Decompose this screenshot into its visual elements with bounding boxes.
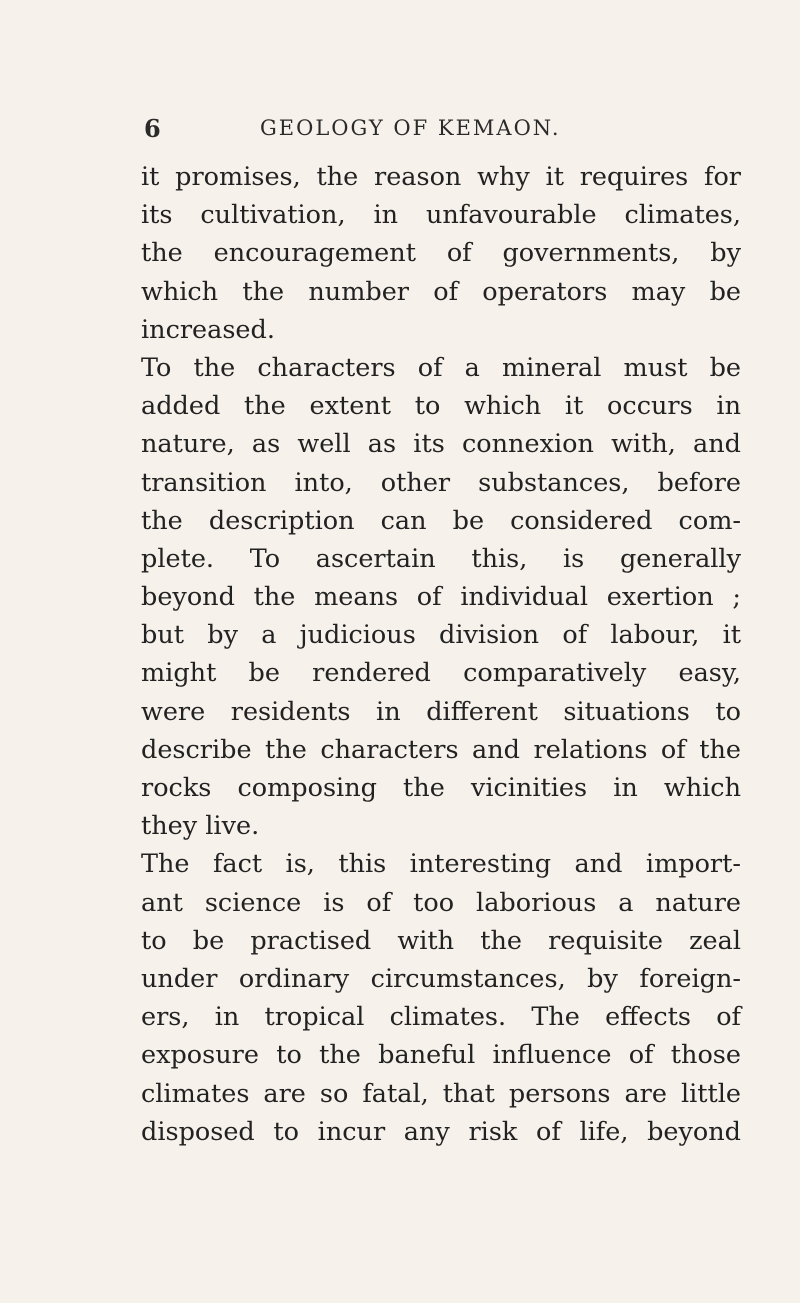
text-line: disposed to incur any risk of life, beyond xyxy=(141,1116,741,1147)
text-line: were residents in different situations to xyxy=(141,696,741,727)
body-text xyxy=(141,158,741,1151)
text-line: which the number of operators may be xyxy=(141,276,741,307)
page-number: 6 xyxy=(144,114,161,143)
text-line: plete. To ascertain this, is generally xyxy=(141,543,741,574)
text-line: to be practised with the requisite zeal xyxy=(141,925,741,956)
text-line: under ordinary circumstances, by foreign- xyxy=(141,963,741,994)
text-line: but by a judicious division of labour, it xyxy=(141,620,741,651)
text-line: the encouragement of governments, by xyxy=(141,238,741,269)
running-title: GEOLOGY OF KEMAON. xyxy=(260,116,561,140)
text-line: exposure to the baneful influence of those xyxy=(141,1040,741,1071)
text-line: The fact is, this interesting and import- xyxy=(141,849,741,880)
text-line: might be rendered comparatively easy, xyxy=(141,658,741,689)
text-line: it promises, the reason why it requires for xyxy=(141,162,741,192)
text-line: they live. xyxy=(141,811,260,842)
page-header xyxy=(144,114,764,150)
text-line: To the characters of a mineral must be xyxy=(141,352,741,383)
text-line: climates are so fatal, that persons are little xyxy=(141,1078,741,1109)
text-line: added the extent to which it occurs in xyxy=(141,391,741,422)
text-line: increased. xyxy=(141,314,275,345)
text-line: its cultivation, in unfavourable climates, xyxy=(141,200,741,231)
text-line: the description can be considered com- xyxy=(141,505,741,536)
text-line: describe the characters and relations of the xyxy=(141,734,741,765)
text-line: beyond the means of individual exertion ; xyxy=(141,582,741,613)
text-line: ant science is of too laborious a nature xyxy=(141,887,741,918)
text-line: nature, as well as its connexion with, and xyxy=(141,429,741,460)
text-line: rocks composing the vicinities in which xyxy=(141,773,741,803)
text-line: ers, in tropical climates. The effects of xyxy=(141,1002,741,1033)
text-line: transition into, other substances, before xyxy=(141,467,741,498)
